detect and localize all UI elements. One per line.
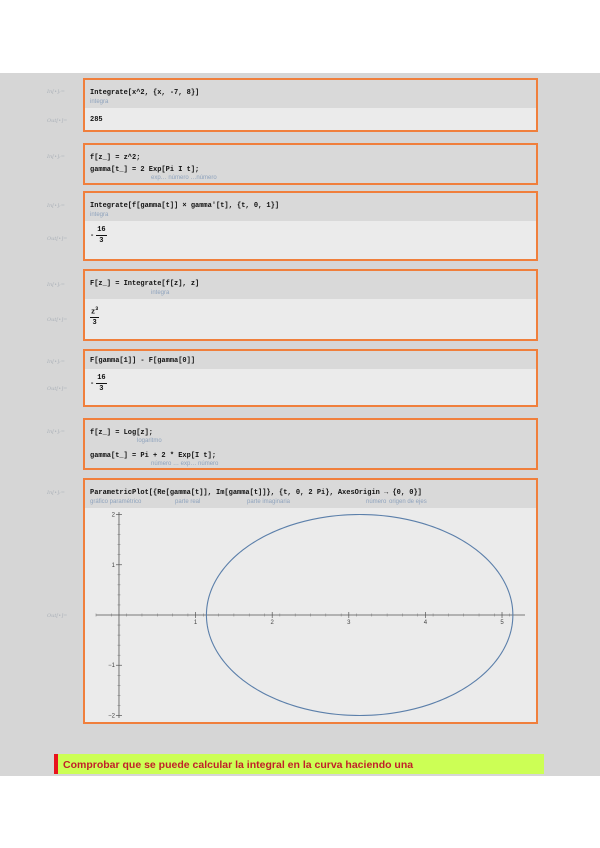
denominator: 3 (99, 385, 104, 393)
cell-input[interactable]: ParametricPlot[{Re[gamma[t]], Im[gamma[t]]}, {t, 0, 2 Pi}, AxesOrigin → {0, 0}] (90, 489, 422, 497)
input-hint: integra (151, 290, 170, 296)
parametric-plot (85, 508, 536, 722)
out-prompt: Out[•]= (47, 386, 68, 392)
out-prompt: Out[•]= (47, 317, 68, 323)
x-tick-label: 1 (193, 620, 198, 626)
cell-input[interactable]: Integrate[f[gamma[t]] × gamma'[t], {t, 0, 1}] (90, 202, 280, 210)
cell-output (90, 226, 107, 245)
input-hint: origen de ejes (389, 499, 427, 505)
denominator: 3 (99, 237, 104, 245)
fraction (90, 306, 99, 327)
x-tick-label: 2 (270, 620, 274, 626)
in-prompt: In[•]:= (47, 429, 65, 435)
banner-text: Comprobar que se puede calcular la integral en la curva haciendo una (63, 759, 414, 771)
in-prompt: In[•]:= (47, 490, 65, 496)
cell-input-line[interactable]: f[z_] = z^2; (90, 154, 141, 162)
cell-input-line[interactable]: gamma[t_] = 2 Exp[Pi I t]; (90, 166, 200, 174)
in-prompt: In[•]:= (47, 359, 65, 365)
x-tick-label: 4 (423, 620, 428, 626)
input-hint: integra (90, 99, 109, 105)
input-hint: parte real (175, 499, 201, 505)
cell-input-line[interactable]: gamma[t_] = Pi + 2 * Exp[I t]; (90, 452, 217, 460)
notebook-cell-2[interactable] (83, 143, 538, 185)
minus-sign: - (90, 379, 95, 388)
cell-output (90, 374, 107, 393)
notebook-cell-7[interactable] (83, 478, 538, 724)
banner-accent-bar (54, 754, 58, 774)
notebook-cell-5[interactable] (83, 349, 538, 407)
note-banner (54, 754, 544, 774)
input-hint: número … exp… número (151, 461, 219, 467)
y-tick-label: −1 (108, 663, 115, 670)
cell-output: 285 (90, 116, 103, 124)
in-prompt: In[•]:= (47, 203, 65, 209)
cell-input[interactable]: Integrate[x^2, {x, -7, 8}] (90, 89, 200, 97)
out-prompt: Out[•]= (47, 118, 68, 124)
input-hint: exp… número …número (151, 175, 217, 181)
numerator (90, 306, 99, 318)
denominator: 3 (92, 319, 97, 328)
fraction (96, 374, 106, 393)
out-prompt: Out[•]= (47, 236, 68, 242)
input-hint: parte imaginaria (247, 499, 291, 505)
in-prompt: In[•]:= (47, 89, 65, 95)
notebook-cell-4[interactable] (83, 269, 538, 341)
input-hint: integra (90, 212, 109, 218)
notebook-cell-1[interactable] (83, 78, 538, 132)
in-prompt: In[•]:= (47, 282, 65, 288)
y-tick-label: 1 (111, 562, 115, 569)
y-tick-label: 2 (111, 512, 115, 519)
cell-input[interactable]: F[gamma[1]] - F[gamma[0]] (90, 357, 196, 365)
cell-input[interactable]: F[z_] = Integrate[f[z], z] (90, 280, 200, 288)
x-tick-label: 5 (500, 620, 504, 626)
cell-input-line[interactable]: f[z_] = Log[z]; (90, 429, 154, 437)
notebook-cell-6[interactable] (83, 418, 538, 470)
fraction (96, 226, 106, 245)
in-prompt: In[•]:= (47, 154, 65, 160)
numerator: 16 (97, 374, 106, 382)
numerator: 16 (97, 226, 106, 234)
input-hint: gráfico paramétrico (90, 499, 142, 505)
notebook-cell-3[interactable] (83, 191, 538, 261)
cell-output (90, 306, 99, 327)
input-hint: logaritmo (137, 438, 162, 444)
exponent: 3 (95, 306, 99, 312)
input-hint: número (366, 499, 387, 505)
y-tick-label: −2 (108, 713, 115, 720)
x-tick-label: 3 (347, 620, 351, 626)
minus-sign: - (90, 231, 95, 240)
base: z (91, 308, 96, 317)
out-prompt: Out[•]= (47, 613, 68, 619)
